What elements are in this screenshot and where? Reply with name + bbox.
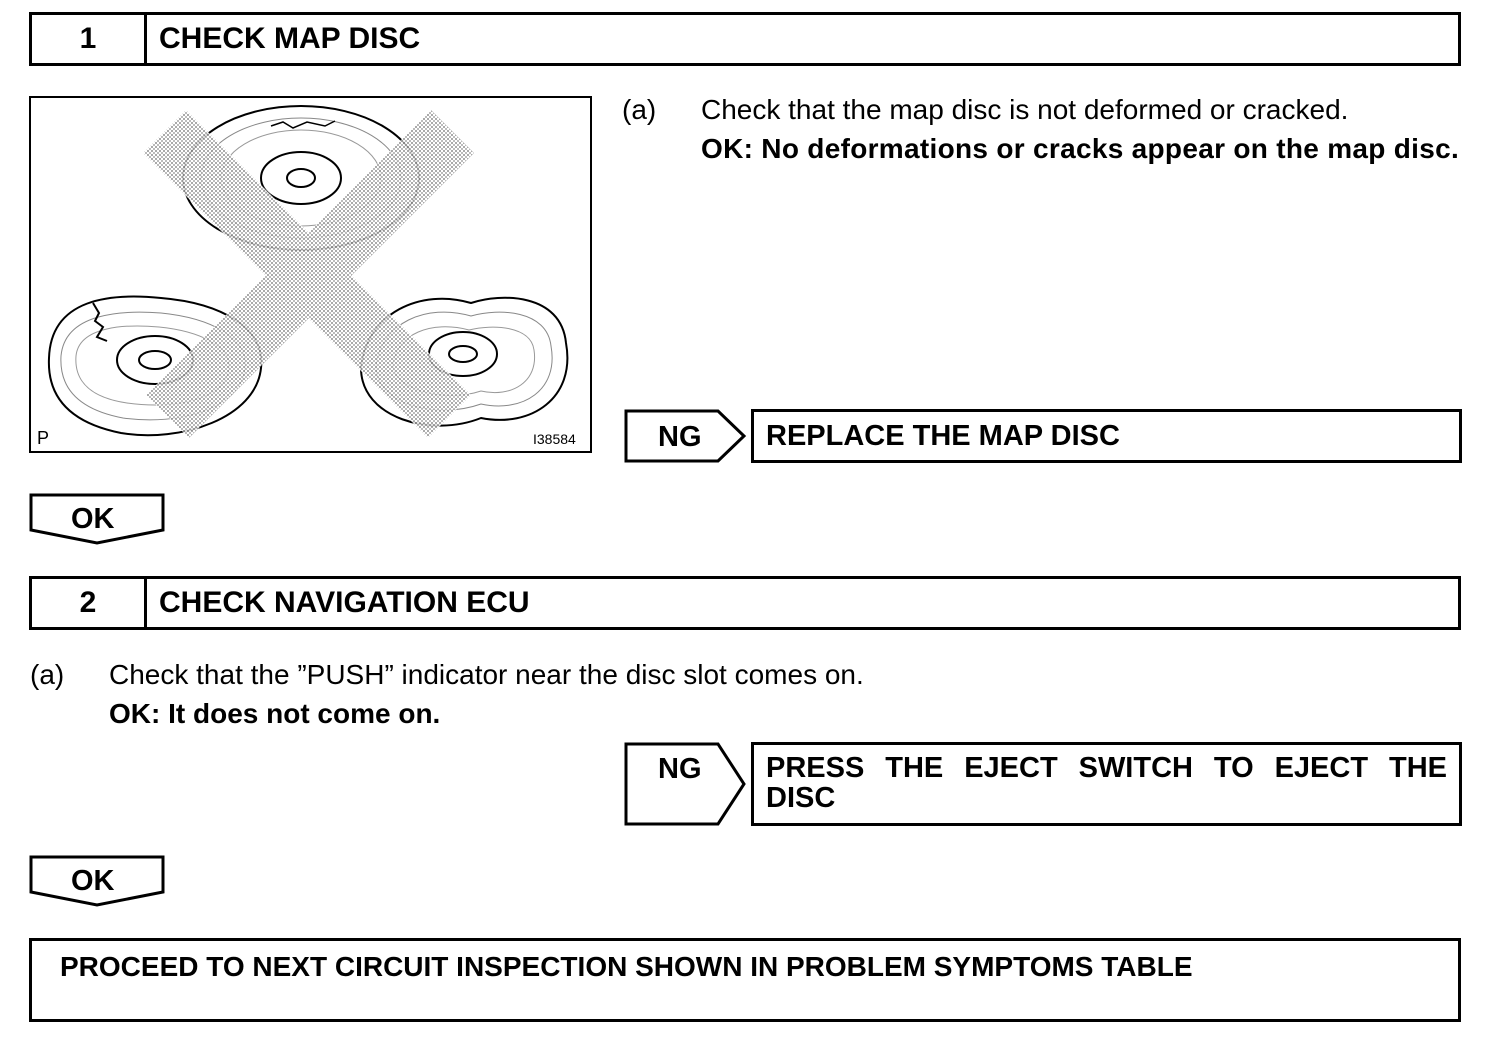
step2-ng-arrow [624, 742, 748, 826]
step1-ng-action-text: REPLACE THE MAP DISC [766, 419, 1120, 452]
figure-id-label: I38584 [533, 431, 576, 447]
step1-ok-criteria: OK: No deformations or cracks appear on the map disc. [701, 133, 1460, 164]
step2-number: 2 [32, 579, 147, 627]
final-instruction-box [29, 938, 1461, 1022]
step2-ok-label: OK [71, 865, 115, 897]
figure-corner-label: P [37, 428, 50, 448]
step2-instruction-block [30, 655, 1230, 733]
step1-header [29, 12, 1461, 66]
map-disc-figure [29, 96, 592, 453]
step2-header [29, 576, 1461, 630]
step2-ng-label: NG [658, 753, 702, 785]
step1-ng-label: NG [658, 421, 702, 453]
step1-ng-action [751, 409, 1462, 463]
step1-instruction-block [622, 90, 1464, 168]
step1-ng-arrow [624, 409, 748, 463]
step2-ng-action [751, 742, 1462, 826]
step2-instruction-label: (a) [30, 659, 65, 690]
step1-ok-label: OK [71, 503, 115, 535]
deformed-discs-illustration [31, 98, 590, 451]
step2-instruction-text: Check that the ”PUSH” indicator near the disc slot comes on. [109, 659, 864, 690]
step1-title: CHECK MAP DISC [159, 22, 421, 55]
step1-instruction-label: (a) [622, 94, 657, 125]
step2-ok-arrow [29, 855, 165, 907]
step1-ok-arrow [29, 493, 165, 545]
step2-ok-criteria: OK: It does not come on. [109, 698, 441, 729]
step1-number: 1 [32, 15, 147, 63]
step2-ng-action-text: PRESS THE EJECT SWITCH TO EJECT THE DISC [766, 752, 1447, 814]
step2-title: CHECK NAVIGATION ECU [159, 586, 530, 619]
final-instruction-text: PROCEED TO NEXT CIRCUIT INSPECTION SHOWN IN PROBLEM SYMPTOMS TABLE [60, 951, 1193, 982]
step1-instruction-text: Check that the map disc is not deformed or cracked. [701, 94, 1349, 125]
